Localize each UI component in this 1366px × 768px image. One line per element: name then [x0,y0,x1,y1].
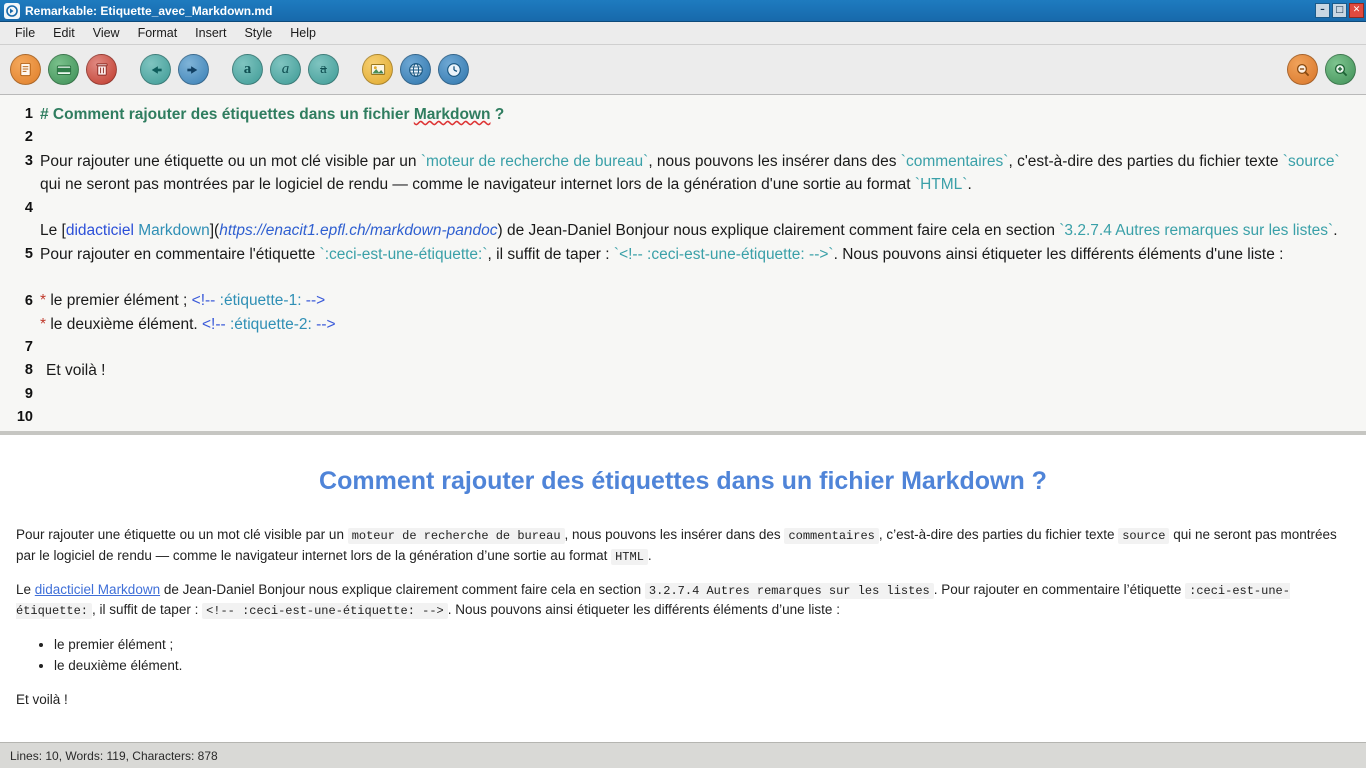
editor-line-8 [40,313,1356,336]
inline-code: `3.2.7.4 Autres remarques sur les listes` [1059,222,1334,240]
list-item: • le premier élément ; [54,635,1350,655]
markdown-editor[interactable] [0,95,1366,435]
text-run: Le [16,582,35,598]
editor-line-5 [40,219,1356,266]
clock-icon [446,62,462,78]
text-run: qui ne seront pas montrées par le logiciel de rendu — comme le navigateur internet lors de la génération d’une sortie au format [16,527,1337,563]
preview-paragraph-1 [16,525,1350,566]
editor-line-4 [40,196,1356,219]
comment-tag: :étiquette-2: [230,315,312,333]
text-run: Le [ [40,222,66,240]
line-number: 7 [24,339,33,356]
menu-format[interactable]: Format [137,26,178,40]
inline-code: commentaires [784,528,878,544]
folder-icon [56,63,72,77]
editor-line-3 [40,150,1356,197]
window-title: Remarkable: Etiquette_avec_Markdown.md [25,3,273,18]
letter-a-strike-icon: a [320,61,327,77]
inline-code: source [1118,528,1169,544]
list-bullet-marker: * [40,315,47,333]
inline-code: moteur de recherche de bureau [348,528,565,544]
heading-suffix: ? [490,106,505,123]
editor-line-10 [40,359,1356,382]
markdown-preview [0,435,1366,742]
line-number: 5 [24,245,33,262]
inline-code: 3.2.7.4 Autres remarques sur les listes [645,583,934,599]
line-number: 8 [24,362,33,379]
line-number: 9 [24,385,33,402]
text-run: le premier élément ; [46,292,192,310]
inline-code: <!-- :ceci-est-une-étiquette: --> [202,603,448,619]
text-run: ]( [209,222,220,240]
preview-paragraph-3: Et voilà ! [16,691,68,707]
close-button[interactable]: ✕ [1349,3,1364,18]
inline-code: `source` [1282,152,1340,170]
text-run: . [967,175,972,193]
preview-heading: Comment rajouter des étiquettes dans un fichier Markdown ? [319,467,1047,495]
text-run: . Nous pouvons ainsi étiqueter les différents éléments d'une liste : [833,245,1284,263]
insert-link-button[interactable] [400,54,431,85]
line-number: 2 [24,129,33,146]
letter-a-italic-icon: a [281,61,290,77]
letter-a-bold-icon: a [243,61,252,77]
heading-prefix: # Comment rajouter des étiquettes dans un fichier [40,106,414,123]
delete-button[interactable] [86,54,117,85]
menu-edit[interactable]: Edit [53,26,75,40]
editor-line-7 [40,289,1356,312]
image-icon [370,63,386,76]
list-item: • le deuxième élément. [54,656,1350,676]
arrow-right-icon [185,63,202,77]
link-text: didacticiel [65,222,139,240]
arrow-left-icon [147,63,164,77]
comment-open: <!-- [191,292,220,310]
text-run: , c’est-à-dire des parties du fichier texte [878,527,1119,543]
menu-style[interactable]: Style [244,26,273,40]
link-url: https://enacit1.epfl.ch/markdown-pandoc [219,222,498,240]
remarkable-logo-icon [4,3,20,19]
strikethrough-button[interactable] [308,54,339,85]
redo-button[interactable] [178,54,209,85]
misspelled-word: Markdown [413,106,491,123]
inline-code: `:ceci-est-une-étiquette:` [319,245,488,263]
text-run: Pour rajouter une étiquette ou un mot clé visible par un [40,152,421,170]
inline-code: :ceci-est-une-étiquette: [16,584,1290,619]
line-number: 4 [24,199,33,216]
text-run: le deuxième élément. [46,315,202,333]
text-run: . Pour rajouter en commentaire l'étiquette [40,222,1338,263]
line-number: 10 [16,409,33,426]
text-run: Pour rajouter une étiquette ou un mot clé visible par un [16,527,348,543]
comment-open: <!-- [202,315,230,333]
globe-icon [408,62,424,78]
statusbar [0,742,1366,768]
inline-code: HTML [611,549,648,565]
zoom-in-icon [1333,62,1349,78]
italic-button[interactable] [270,54,301,85]
text-run: . Pour rajouter en commentaire l’étiquette [933,582,1186,598]
line-number: 3 [24,152,33,169]
preview-list [16,635,1350,676]
editor-line-9 [40,336,1356,359]
preview-paragraph-2 [16,580,1350,621]
zoom-out-icon [1295,62,1311,78]
inline-code: `HTML` [914,175,968,193]
editor-text-area[interactable] [36,95,1366,431]
window-controls [1315,3,1364,18]
trash-icon [95,62,109,77]
comment-close: --> [301,292,326,310]
insert-image-button[interactable] [362,54,393,85]
line-number: 6 [24,293,33,310]
bold-button[interactable] [232,54,263,85]
menu-view[interactable]: View [92,26,120,40]
comment-tag: :étiquette-1: [219,292,302,310]
line-number-gutter [0,95,36,431]
undo-button[interactable] [140,54,171,85]
toolbar [0,45,1366,95]
line-number: 1 [24,106,33,122]
minimize-button[interactable]: – [1315,3,1330,18]
editor-line-2 [40,126,1356,149]
document-stats: Lines: 10, Words: 119, Characters: 878 [10,748,218,763]
menubar [0,22,1366,45]
editor-line-6 [40,266,1356,289]
zoom-out-button[interactable] [1287,54,1318,85]
text-run: . Nous pouvons ainsi étiqueter les différents éléments d’une liste : [447,602,840,618]
text-run: de Jean-Daniel Bonjour nous explique clairement comment faire cela en section [160,582,645,598]
text-run: , il suffit de taper : [487,245,610,263]
text-run: , il suffit de taper : [92,602,203,618]
open-folder-button[interactable] [48,54,79,85]
new-document-button[interactable] [10,54,41,85]
menu-help[interactable]: Help [290,26,316,40]
editor-line-1 [40,103,1356,126]
text-run: ) de Jean-Daniel Bonjour nous explique clairement comment faire cela en section [497,222,1060,240]
text-run: , c'est-à-dire des parties du fichier texte [1008,152,1283,170]
document-icon [18,62,33,77]
preview-link-didacticiel-markdown[interactable]: didacticiel Markdown [34,582,161,598]
inline-code: `<!-- :ceci-est-une-étiquette: -->` [613,245,834,263]
link-text-markdown: Markdown [138,222,210,240]
maximize-button[interactable]: □ [1332,3,1347,18]
inline-code: `moteur de recherche de bureau` [420,152,649,170]
menu-file[interactable]: File [15,26,36,40]
text-run: . [647,547,652,563]
zoom-in-button[interactable] [1325,54,1356,85]
text-run: Et voilà ! [46,362,106,380]
inline-code: `commentaires` [900,152,1009,170]
window-titlebar [0,0,1366,22]
comment-close: --> [311,315,336,333]
text-run: , nous pouvons les insérer dans des [564,527,785,543]
menu-insert[interactable]: Insert [195,26,227,40]
text-run: , nous pouvons les insérer dans des [648,152,901,170]
list-bullet-marker: * [40,292,47,310]
text-run: qui ne seront pas montrées par le logiciel de rendu — comme le navigateur internet lors de la génération d'une sortie au format [40,175,915,193]
insert-time-button[interactable] [438,54,469,85]
